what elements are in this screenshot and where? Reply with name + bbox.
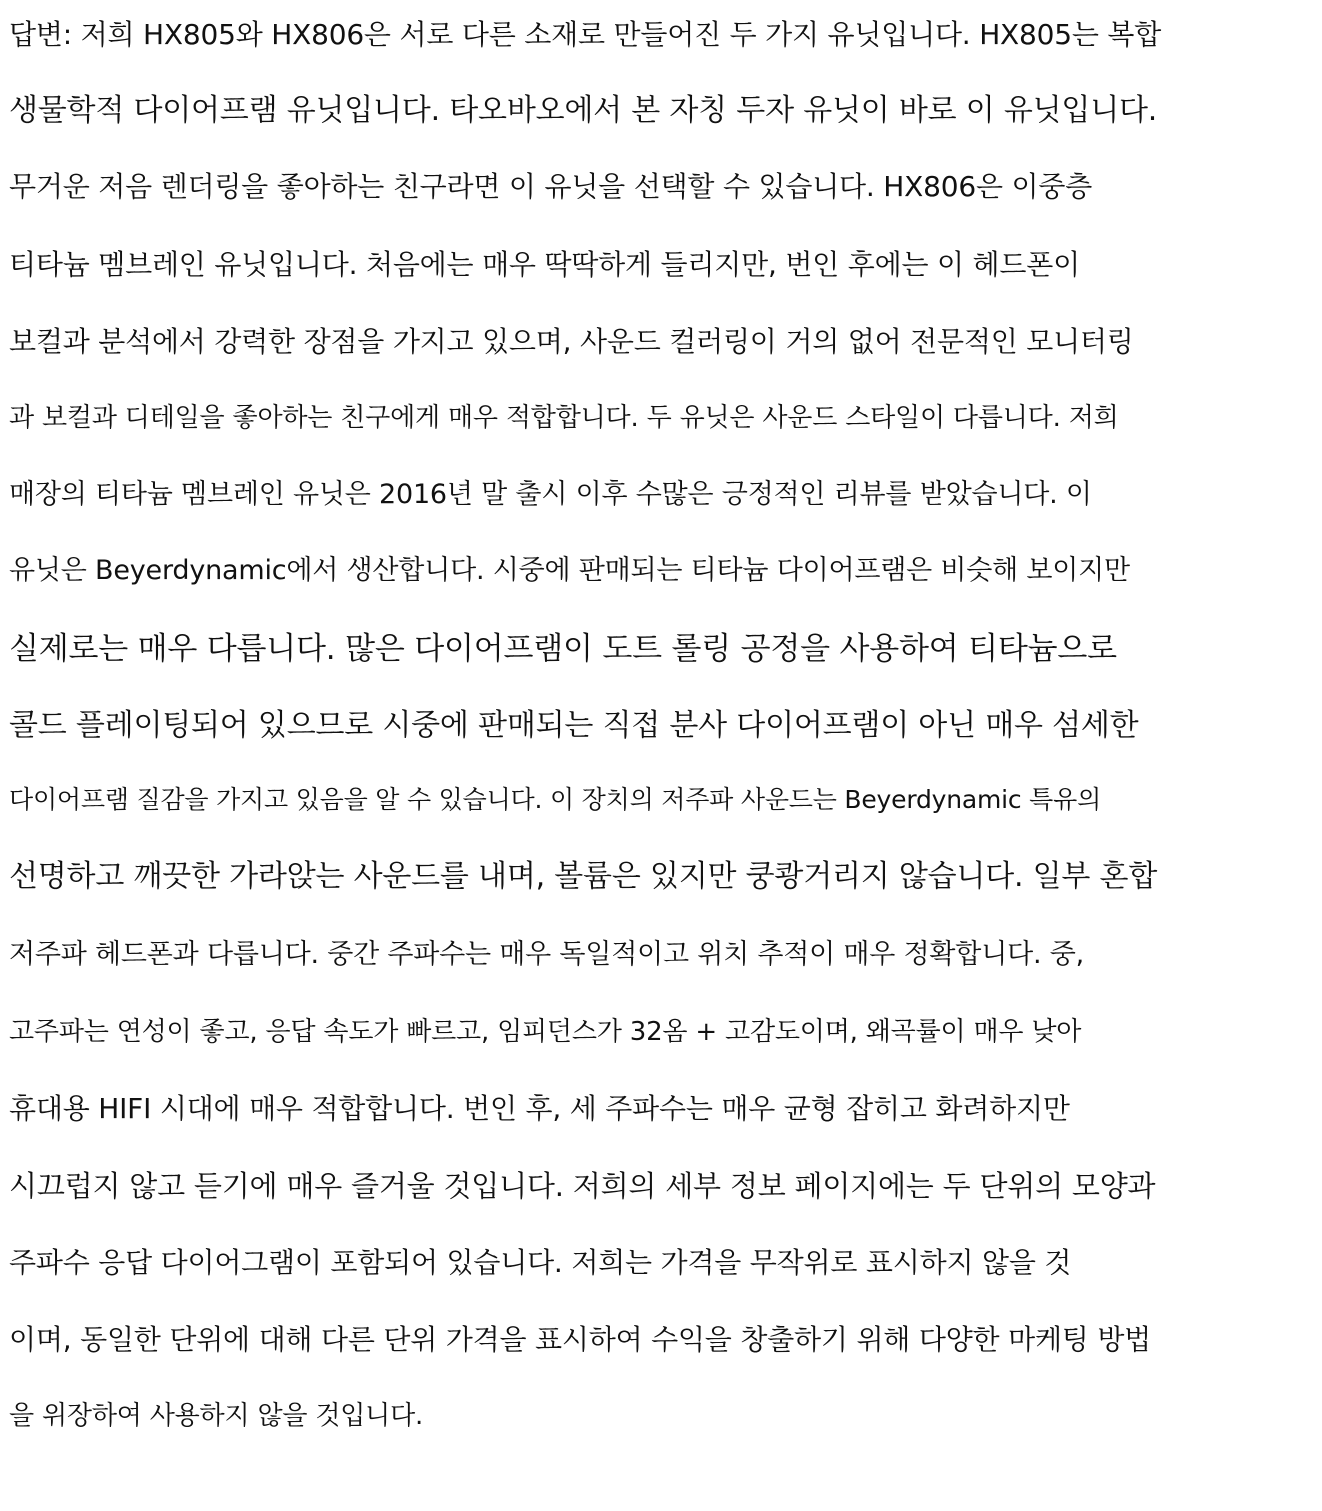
text-line-19: 을 위장하여 사용하지 않을 것입니다. [9, 1401, 424, 1431]
text-line-1: 답변: 저희 HX805와 HX806은 서로 다른 소재로 만들어진 두 가지 유닛입니다. HX805는 복합 [9, 18, 1162, 51]
text-line-17: 주파수 응답 다이어그램이 포함되어 있습니다. 저희는 가격을 무작위로 표시하지 않을 것 [9, 1246, 1072, 1279]
text-line-15: 휴대용 HIFI 시대에 매우 적합합니다. 번인 후, 세 주파수는 매우 균형 잡히고 화려하지만 [9, 1092, 1070, 1125]
text-line-11: 다이어프램 질감을 가지고 있음을 알 수 있습니다. 이 장치의 저주파 사운드는 Beyerdynamic 특유의 [9, 785, 1102, 814]
text-line-2: 생물학적 다이어프램 유닛입니다. 타오바오에서 본 자칭 두자 유닛이 바로 이 유닛입니다. [9, 93, 1158, 128]
text-line-4: 티타늄 멤브레인 유닛입니다. 처음에는 매우 딱딱하게 들리지만, 번인 후에는 이 헤드폰이 [9, 248, 1080, 281]
text-line-6: 과 보컬과 디테일을 좋아하는 친구에게 매우 적합합니다. 두 유닛은 사운드 스타일이 다릅니다. 저희 [9, 403, 1119, 433]
text-line-12: 선명하고 깨끗한 가라앉는 사운드를 내며, 볼륨은 있지만 쿵쾅거리지 않습니다. 일부 혼합 [9, 859, 1158, 894]
text-line-9: 실제로는 매우 다릅니다. 많은 다이어프램이 도트 롤링 공정을 사용하여 티타늄으로 [9, 631, 1117, 667]
text-line-10: 콜드 플레이팅되어 있으므로 시중에 판매되는 직접 분사 다이어프램이 아닌 매우 섬세한 [9, 708, 1139, 743]
text-line-8: 유닛은 Beyerdynamic에서 생산합니다. 시중에 판매되는 티타늄 다이어프램은 비슷해 보이지만 [9, 555, 1130, 586]
text-line-13: 저주파 헤드폰과 다릅니다. 중간 주파수는 매우 독일적이고 위치 추적이 매우 정확합니다. 중, [9, 939, 1084, 970]
text-line-14: 고주파는 연성이 좋고, 응답 속도가 빠르고, 임피던스가 32옴 + 고감도이며, 왜곡률이 매우 낮아 [9, 1017, 1082, 1047]
text-line-3: 무거운 저음 렌더링을 좋아하는 친구라면 이 유닛을 선택할 수 있습니다. HX806은 이중층 [9, 170, 1093, 203]
text-line-18: 이며, 동일한 단위에 대해 다른 단위 가격을 표시하여 수익을 창출하기 위해 다양한 마케팅 방법 [9, 1323, 1152, 1356]
text-line-16: 시끄럽지 않고 듣기에 매우 즐거울 것입니다. 저희의 세부 정보 페이지에는 두 단위의 모양과 [9, 1169, 1156, 1203]
text-line-7: 매장의 티타늄 멤브레인 유닛은 2016년 말 출시 이후 수많은 긍정적인 리뷰를 받았습니다. 이 [9, 479, 1092, 510]
text-line-5: 보컬과 분석에서 강력한 장점을 가지고 있으며, 사운드 컬러링이 거의 없어 전문적인 모니터링 [9, 325, 1134, 358]
